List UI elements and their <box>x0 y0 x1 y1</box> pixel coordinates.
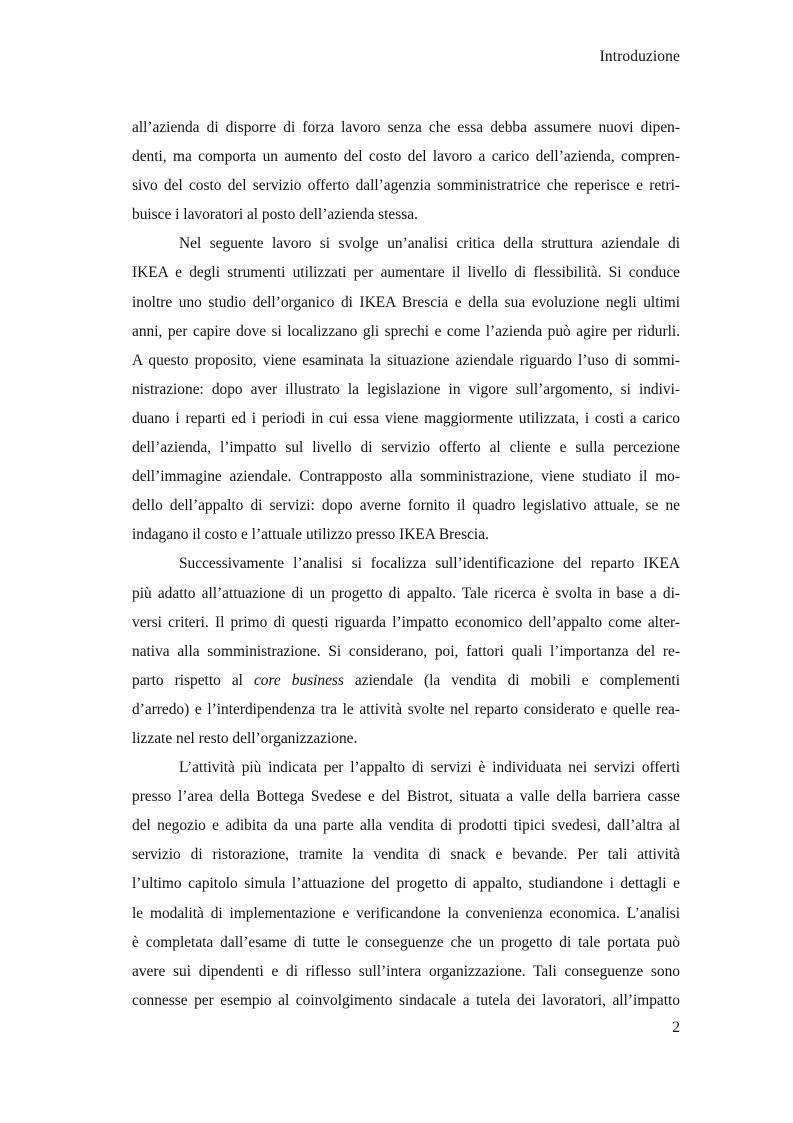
text-line: nistrazione: dopo aver illustrato la legislazione in vigore sull’argomento, si indivi- <box>132 380 680 398</box>
text-line: versi criteri. Il primo di questi riguarda l’impatto economico dell’appalto come alter- <box>132 613 680 631</box>
text-line: indagano il costo e l’attuale utilizzo presso IKEA Brescia. <box>132 526 489 544</box>
text-line: denti, ma comporta un aumento del costo del lavoro a carico dell’azienda, compren- <box>132 148 680 166</box>
text-line: anni, per capire dove si localizzano gli sprechi e come l’azienda può agire per ridurli. <box>132 322 680 340</box>
text-line: del negozio e adibita da una parte alla vendita di prodotti tipici svedesi, dall’altra al <box>132 817 680 835</box>
text-line: IKEA e degli strumenti utilizzati per aumentare il livello di flessibilità. Si conduce <box>132 264 680 282</box>
text-line: connesse per esempio al coinvolgimento sindacale a tutela dei lavoratori, all’impatto <box>132 991 680 1009</box>
text-line: le modalità di implementazione e verificandone la convenienza economica. L’analisi <box>132 904 680 922</box>
text-fragment: aziendale (la vendita di mobili e complementi <box>343 671 680 689</box>
text-line: presso l’area della Bottega Svedese e del Bistrot, situata a valle della barriera casse <box>132 788 680 806</box>
text-line: Successivamente l’analisi si focalizza sull’identificazione del reparto IKEA <box>179 555 680 573</box>
text-line: dell’immagine aziendale. Contrapposto alla somministrazione, viene studiato il mo- <box>132 468 680 486</box>
text-line: dell’azienda, l’impatto sul livello di servizio offerto al cliente e sulla percezione <box>132 439 680 457</box>
text-line: duano i reparti ed i periodi in cui essa viene maggiormente utilizzata, i costi a carico <box>132 409 680 427</box>
text-line: l’ultimo capitolo simula l’attuazione del progetto di appalto, studiandone i dettagli e <box>132 875 680 893</box>
text-line: d’arredo) e l’interdipendenza tra le attività svolte nel reparto considerato e quelle rea- <box>132 700 680 718</box>
text-line: avere sui dipendenti e di riflesso sull’intera organizzazione. Tali conseguenze sono <box>132 962 680 980</box>
body-text <box>132 113 680 1015</box>
text-line: più adatto all’attuazione di un progetto di appalto. Tale ricerca è svolta in base a di- <box>132 584 680 602</box>
running-header: Introduzione <box>599 48 680 65</box>
text-line: sivo del costo del servizio offerto dall’agenzia somministratrice che reperisce e retri- <box>132 177 680 195</box>
text-line: A questo proposito, viene esaminata la situazione aziendale riguardo l’uso di sommi- <box>132 351 680 369</box>
text-line: buisce i lavoratori al posto dell’azienda stessa. <box>132 206 418 224</box>
text-line: è completata dall’esame di tutte le conseguenze che un progetto di tale portata può <box>132 933 680 951</box>
text-fragment: parto rispetto al <box>132 671 254 689</box>
page-number: 2 <box>672 1019 680 1036</box>
text-line: all’azienda di disporre di forza lavoro senza che essa debba assumere nuovi dipen- <box>132 119 680 136</box>
text-line: dello dell’appalto di servizi: dopo averne fornito il quadro legislativo attuale, se ne <box>132 497 680 515</box>
text-line: servizio di ristorazione, tramite la vendita di snack e bevande. Per tali attività <box>132 846 680 864</box>
text-line: lizzate nel resto dell’organizzazione. <box>132 729 358 747</box>
text-line <box>132 666 680 695</box>
emphasized-term: core business <box>253 671 344 689</box>
text-line: Nel seguente lavoro si svolge un’analisi critica della struttura aziendale di <box>179 235 680 253</box>
text-line: inoltre uno studio dell’organico di IKEA Brescia e della sua evoluzione negli ultimi <box>132 293 680 311</box>
text-line: L’attività più indicata per l’appalto di servizi è individuata nei servizi offerti <box>179 759 680 777</box>
text-line: nativa alla somministrazione. Si considerano, poi, fattori quali l’importanza del re- <box>132 642 680 660</box>
